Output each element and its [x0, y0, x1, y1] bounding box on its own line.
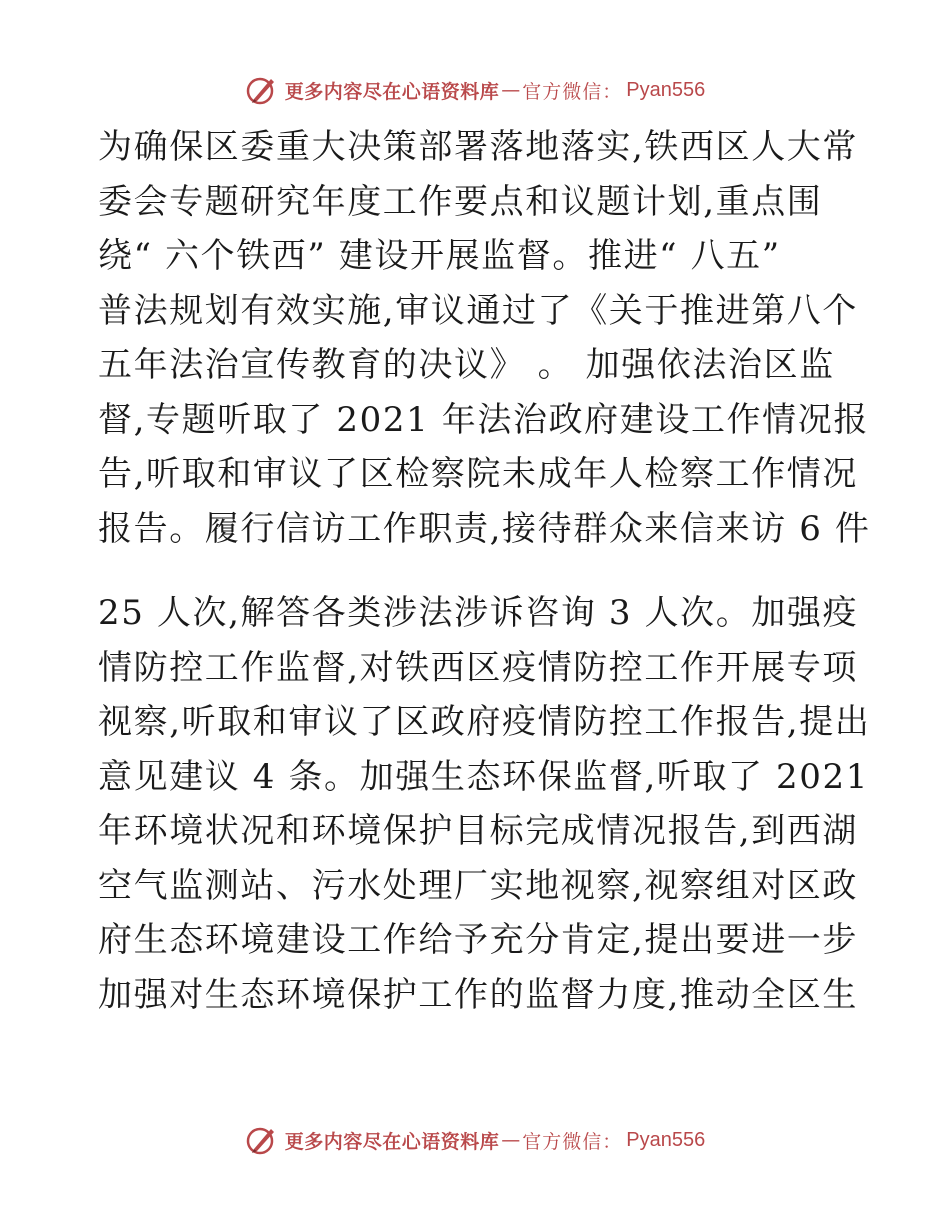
pen-logo-icon — [245, 1123, 279, 1157]
footer-watermark — [0, 1120, 950, 1160]
body-line: 视察,听取和审议了区政府疫情防控工作报告,提出 — [98, 702, 871, 742]
body-line: 意见建议 4 条。加强生态环保监督,听取了 2021 — [98, 756, 869, 797]
body-line: 委会专题研究年度工作要点和议题计划,重点围 — [98, 181, 823, 222]
watermark-dash: — — [501, 1129, 521, 1151]
watermark-site-text: 更多内容尽在心语资料库 — [284, 80, 500, 103]
watermark-official-label: 官方微信： — [522, 1130, 623, 1153]
body-line: 府生态环境建设工作给予充分肯定,提出要进一步 — [98, 920, 859, 960]
body-line: 告,听取和审议了区检察院未成年人检察工作情况 — [98, 454, 859, 494]
body-line: 空气监测站、污水处理厂实地视察,视察组对区政 — [98, 865, 859, 906]
body-line: 年环境状况和环境保护目标完成情况报告,到西湖 — [98, 811, 859, 851]
body-line: 督,专题听取了 2021 年法治政府建设工作情况报 — [98, 399, 869, 440]
watermark-wechat-id: Pyan556 — [626, 1128, 706, 1151]
watermark-dash: — — [501, 79, 521, 101]
watermark-official-label: 官方微信： — [522, 80, 623, 103]
body-line: 为确保区委重大决策部署落地落实,铁西区人大常 — [98, 127, 859, 167]
pen-logo-icon — [245, 73, 279, 107]
body-line: 普法规划有效实施,审议通过了《关于推进第八个 — [98, 290, 859, 331]
watermark-wechat-id: Pyan556 — [626, 78, 706, 101]
body-line: 五年法治宣传教育的决议》 。 加强依法治区监 — [98, 345, 835, 385]
body-line: 25 人次,解答各类涉法涉诉咨询 3 人次。加强疫 — [98, 593, 859, 633]
body-line: 绕“ 六个铁西” 建设开展监督。推进“ 八五” — [98, 236, 781, 276]
document-body — [98, 120, 871, 1022]
body-line: 加强对生态环境保护工作的监督力度,推动全区生 — [98, 974, 859, 1015]
body-line: 报告。履行信访工作职责,接待群众来信来访 6 件 — [98, 508, 871, 549]
watermark-site-text: 更多内容尽在心语资料库 — [284, 1130, 500, 1153]
header-watermark — [0, 70, 950, 110]
body-line: 情防控工作监督,对铁西区疫情防控工作开展专项 — [98, 647, 859, 688]
